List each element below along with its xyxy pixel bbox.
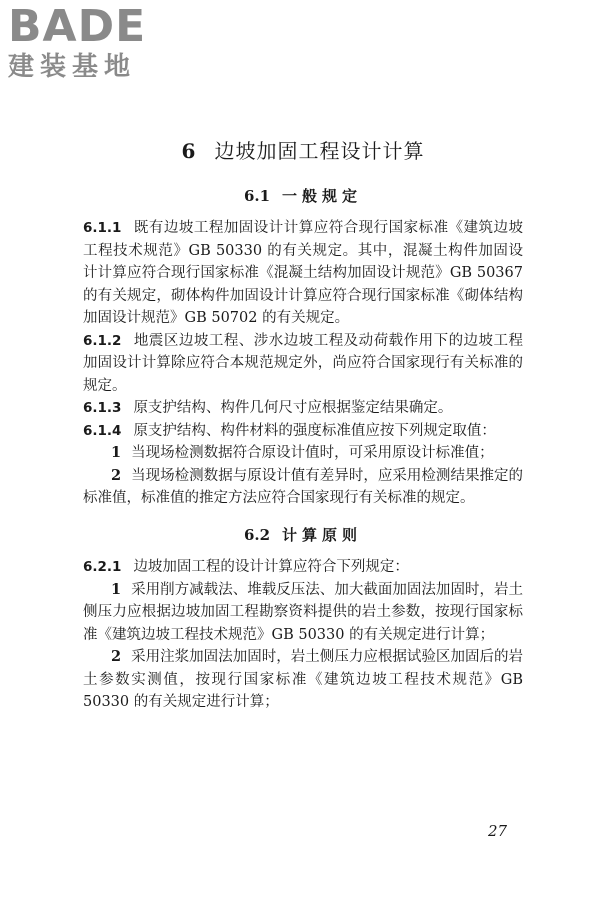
item-number: 2	[111, 466, 122, 484]
page-number: 27	[488, 822, 508, 840]
logo-wordmark: BADE	[8, 1, 147, 52]
item-text: 采用注浆加固法加固时，岩土侧压力应根据试验区加固后的岩土参数实测值，按现行国家标准《建筑边坡工程技术规范》GB 50330 的有关规定进行计算；	[83, 649, 523, 710]
clause-number: 6.1.1	[83, 220, 122, 236]
clause-6-1-4	[83, 420, 523, 443]
chapter-title	[83, 140, 523, 163]
item-text: 当现场检测数据符合原设计值时，可采用原设计标准值；	[131, 445, 494, 461]
section-title-6-2	[83, 524, 523, 547]
section-number: 6.1	[243, 186, 271, 205]
chapter-number: 6	[181, 139, 197, 163]
item-number: 1	[111, 580, 122, 598]
section-title-6-1	[83, 185, 523, 208]
clause-6-1-2	[83, 330, 523, 398]
clause-text: 原支护结构、构件几何尺寸应根据鉴定结果确定。	[133, 400, 453, 416]
logo	[8, 1, 178, 82]
list-item	[83, 646, 523, 714]
clause-text: 边坡加固工程的设计计算应符合下列规定：	[133, 559, 409, 575]
clause-6-1-1	[83, 217, 523, 330]
clause-number: 6.1.2	[83, 332, 122, 349]
section-title-text: 一般规定	[282, 186, 363, 205]
section-number: 6.2	[243, 525, 271, 544]
list-item	[83, 579, 523, 647]
list-item	[83, 465, 523, 510]
page-content	[83, 140, 523, 714]
clause-6-1-3	[83, 397, 523, 420]
clause-6-2-1	[83, 556, 523, 579]
section-title-text: 计算原则	[282, 525, 363, 544]
clause-number: 6.2.1	[83, 559, 122, 575]
list-item	[83, 442, 523, 465]
logo-subtitle: 建装基地	[8, 52, 137, 82]
chapter-title-text: 边坡加固工程设计计算	[214, 139, 425, 163]
item-number: 1	[111, 444, 122, 461]
item-text: 采用削方减载法、堆载反压法、加大截面加固法加固时，岩土侧压力应根据边坡加固工程勘察资料提供的岩土参数，按现行国家标准《建筑边坡工程技术规范》GB 50330 的有关规定进行计算；	[83, 581, 523, 643]
clause-number: 6.1.3	[83, 400, 122, 416]
item-text: 当现场检测数据与原设计值有差异时，应采用检测结果推定的标准值，标准值的推定方法应符合国家现行有关标准的规定。	[83, 467, 523, 506]
item-number: 2	[111, 648, 122, 665]
clause-number: 6.1.4	[83, 422, 122, 439]
clause-text: 既有边坡工程加固设计计算应符合现行国家标准《建筑边坡工程技术规范》GB 50330 的有关规定。其中，混凝土构件加固设计计算应符合现行国家标准《混凝土结构加固设计规范》GB 50367 的有关规定，砌体构件加固设计计算应符合现行国家标准《砌体结构加固设计规范》GB 50702 的有关规定。	[83, 220, 523, 326]
clause-text: 地震区边坡工程、涉水边坡工程及动荷载作用下的边坡工程加固设计计算除应符合本规范规定外，尚应符合国家现行有关标准的规定。	[83, 332, 523, 394]
clause-text: 原支护结构、构件材料的强度标准值应按下列规定取值：	[133, 422, 496, 439]
